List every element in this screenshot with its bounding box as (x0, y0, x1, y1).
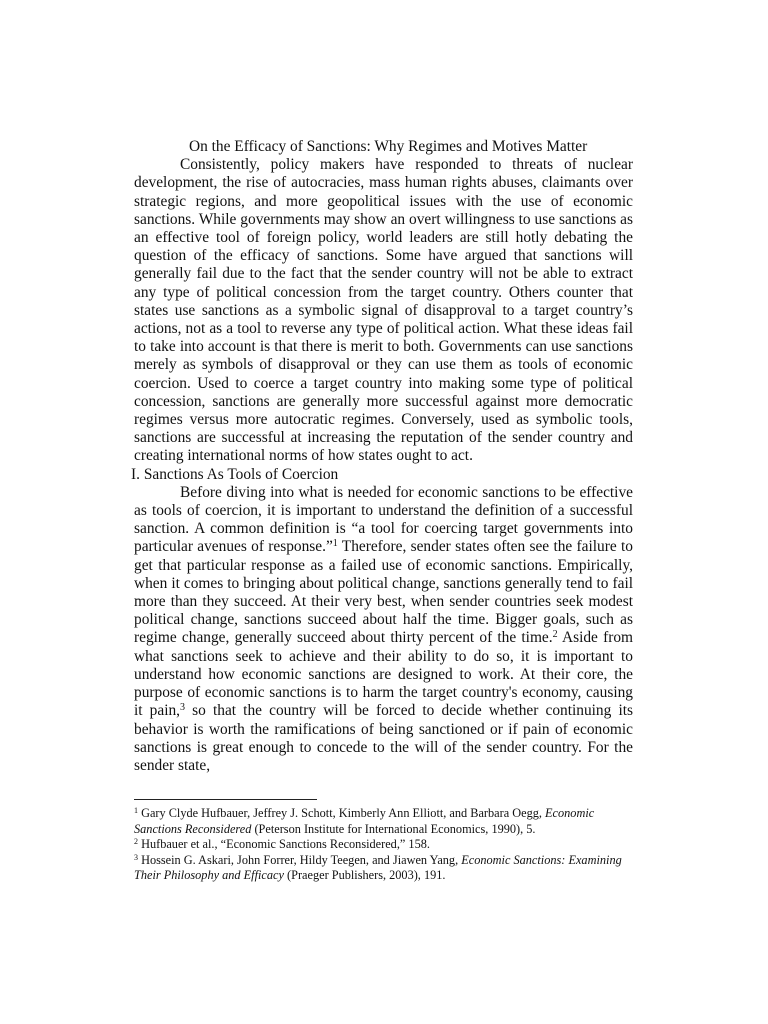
footnote-publication: (Peterson Institute for International Economics, 1990), 5. (251, 821, 536, 836)
footnote-ref-1[interactable]: 1 (332, 538, 338, 550)
footnote-3 (134, 853, 633, 884)
section-paragraph-text: Aside from what sanctions seek to achieve and their ability to do so, it is important to understand how economic sanctions are designed to work. At their core, the purpose of economic sanctions is to harm the target country's economy, causing it pain, (134, 629, 633, 720)
section-paragraph-text: Before diving into what is needed for economic sanctions to be effective as tools of coercion, it is important to understand the definition of a successful sanction. A common definition is “a tool for coercing target governments into particular avenues of response.” (134, 483, 633, 556)
footnote-ref-3[interactable]: 3 (180, 702, 186, 714)
intro-paragraph: Consistently, policy makers have responded to threats of nuclear development, the rise of autocracies, mass human rights abuses, claimants over strategic regions, and more geopolitical issues with the use of economic sanctions. While governments may show an overt willingness to use sanctions as an effective tool of foreign policy, world leaders are still hotly debating the question of the efficacy of sanctions. Some have argued that sanctions will generally fail due to the fact that the sender country will not be able to extract any type of political concession from the target country. Others counter that states use sanctions as a symbolic signal of disapproval to a target country’s actions, not as a tool to reverse any type of political action. What these ideas fail to take into account is that there is merit to both. Governments can use sanctions merely as symbols of disapproval or they can use them as tools of economic coercion. Used to coerce a target country into making some type of political concession, sanctions are generally more successful against more democratic regimes versus more autocratic regimes. Conversely, used as symbolic tools, sanctions are successful at increasing the reputation of the sender country and creating international norms of how states ought to act. (134, 156, 633, 465)
footnote-2 (134, 837, 633, 853)
footnote-divider (134, 799, 317, 800)
footnote-authors: Gary Clyde Hufbauer, Jeffrey J. Schott, Kimberly Ann Elliott, and Barbara Oegg, (138, 806, 546, 820)
footnote-authors: Hossein G. Askari, John Forrer, Hildy Teegen, and Jiawen Yang, (138, 852, 462, 867)
section-paragraph-text: Therefore, sender states often see the failure to get that particular response as a failed use of economic sanctions. Empirically, when it comes to bringing about political change, sanctions generally tend to fail more than they succeed. At their very best, when sender countries seek modest political change, sanctions succeed about half the time. Bigger goals, such as regime change, generally succeed about thirty percent of the time. (134, 538, 633, 647)
section-paragraph (134, 484, 633, 775)
footnote-source-title: Economic Sanctions Reconsidered (134, 806, 595, 836)
section-paragraph-text: so that the country will be forced to decide whether continuing its behavior is worth the ramifications of being sanctioned or if pain of economic sanctions is great enough to concede to the will of the sender country. For the sender state, (134, 702, 633, 774)
document-title: On the Efficacy of Sanctions: Why Regimes and Motives Matter (189, 138, 588, 155)
footnote-source-title: Economic Sanctions: Examining Their Philosophy and Efficacy (134, 852, 622, 883)
footnote-publication: (Praeger Publishers, 2003), 191. (283, 868, 446, 883)
section-heading: I. Sanctions As Tools of Coercion (131, 465, 339, 483)
body-text (131, 138, 633, 775)
footnote-ref-2[interactable]: 2 (552, 629, 558, 641)
footnote-number: 1 (134, 806, 138, 815)
footnote-1 (134, 806, 633, 837)
footnote-number: 2 (134, 837, 138, 847)
footnotes (134, 806, 633, 884)
footnote-text: Hufbauer et al., “Economic Sanctions Reconsidered,” 158. (138, 837, 430, 852)
footnote-number: 3 (134, 852, 138, 862)
